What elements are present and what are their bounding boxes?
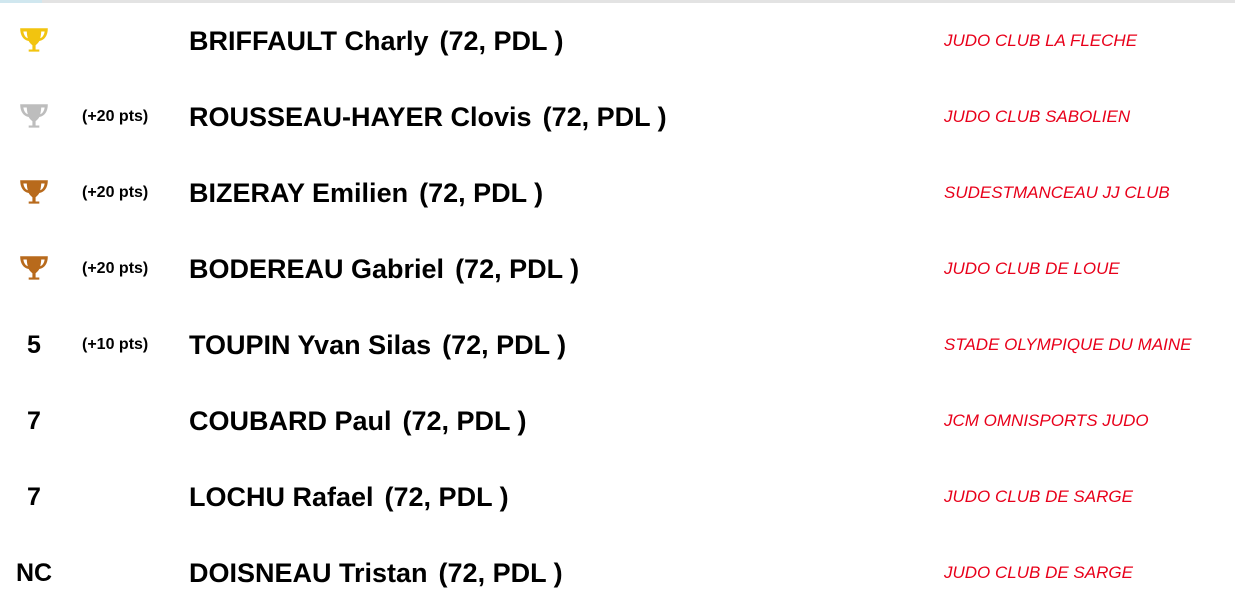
athlete-name-text: BIZERAY Emilien [189,178,409,208]
athlete-name[interactable] [189,231,579,307]
rank-cell [0,79,68,155]
rank-label: 5 [27,330,41,359]
rank-cell [0,307,68,383]
result-row [0,3,1235,79]
points-label: (+20 pts) [82,184,149,201]
athlete-meta: (72, PDL ) [542,102,667,132]
gold-trophy-icon [17,24,51,58]
points-label: (+10 pts) [82,336,149,353]
athlete-name-text: BRIFFAULT Charly [189,26,429,56]
bronze-trophy-icon [17,252,51,286]
club-name[interactable]: JUDO CLUB SABOLIEN [944,107,1131,126]
athlete-meta: (72, PDL ) [402,406,527,436]
athlete-meta: (72, PDL ) [455,254,580,284]
result-row [0,307,1235,383]
result-row [0,383,1235,459]
athlete-name-text: BODEREAU Gabriel [189,254,445,284]
silver-trophy-icon [17,100,51,134]
athlete-name[interactable] [189,155,543,231]
athlete-meta: (72, PDL ) [419,178,544,208]
rank-label: 7 [27,482,41,511]
athlete-meta: (72, PDL ) [442,330,567,360]
athlete-meta: (72, PDL ) [384,482,509,512]
athlete-name[interactable] [189,307,566,383]
athlete-meta: (72, PDL ) [438,558,563,588]
athlete-name-text: COUBARD Paul [189,406,392,436]
athlete-name[interactable] [189,383,527,459]
club-name[interactable]: SUDESTMANCEAU JJ CLUB [944,183,1170,202]
rank-label: NC [15,558,53,587]
club-name[interactable]: JUDO CLUB DE SARGE [944,487,1133,506]
club-name[interactable]: JUDO CLUB DE SARGE [944,563,1133,582]
rank-label: 7 [27,406,41,435]
rank-cell [0,155,68,231]
club-name[interactable]: JUDO CLUB DE LOUE [944,259,1120,278]
club-name[interactable]: JCM OMNISPORTS JUDO [944,411,1149,430]
athlete-name-text: LOCHU Rafael [189,482,374,512]
result-row [0,459,1235,535]
result-row [0,535,1235,611]
athlete-name-text: ROUSSEAU-HAYER Clovis [189,102,532,132]
athlete-name[interactable] [189,535,563,611]
result-row [0,155,1235,231]
rank-cell [0,459,68,535]
athlete-name[interactable] [189,459,509,535]
result-row [0,79,1235,155]
athlete-name[interactable] [189,3,564,79]
rank-cell [0,535,68,611]
rank-cell [0,3,68,79]
athlete-name-text: DOISNEAU Tristan [189,558,428,588]
athlete-name[interactable] [189,79,667,155]
result-row [0,231,1235,307]
points-label: (+20 pts) [82,108,149,125]
club-name[interactable]: STADE OLYMPIQUE DU MAINE [944,335,1192,354]
points-label: (+20 pts) [82,260,149,277]
athlete-name-text: TOUPIN Yvan Silas [189,330,432,360]
bronze-trophy-icon [17,176,51,210]
club-name[interactable]: JUDO CLUB LA FLECHE [944,31,1138,50]
athlete-meta: (72, PDL ) [439,26,564,56]
rank-cell [0,231,68,307]
rank-cell [0,383,68,459]
